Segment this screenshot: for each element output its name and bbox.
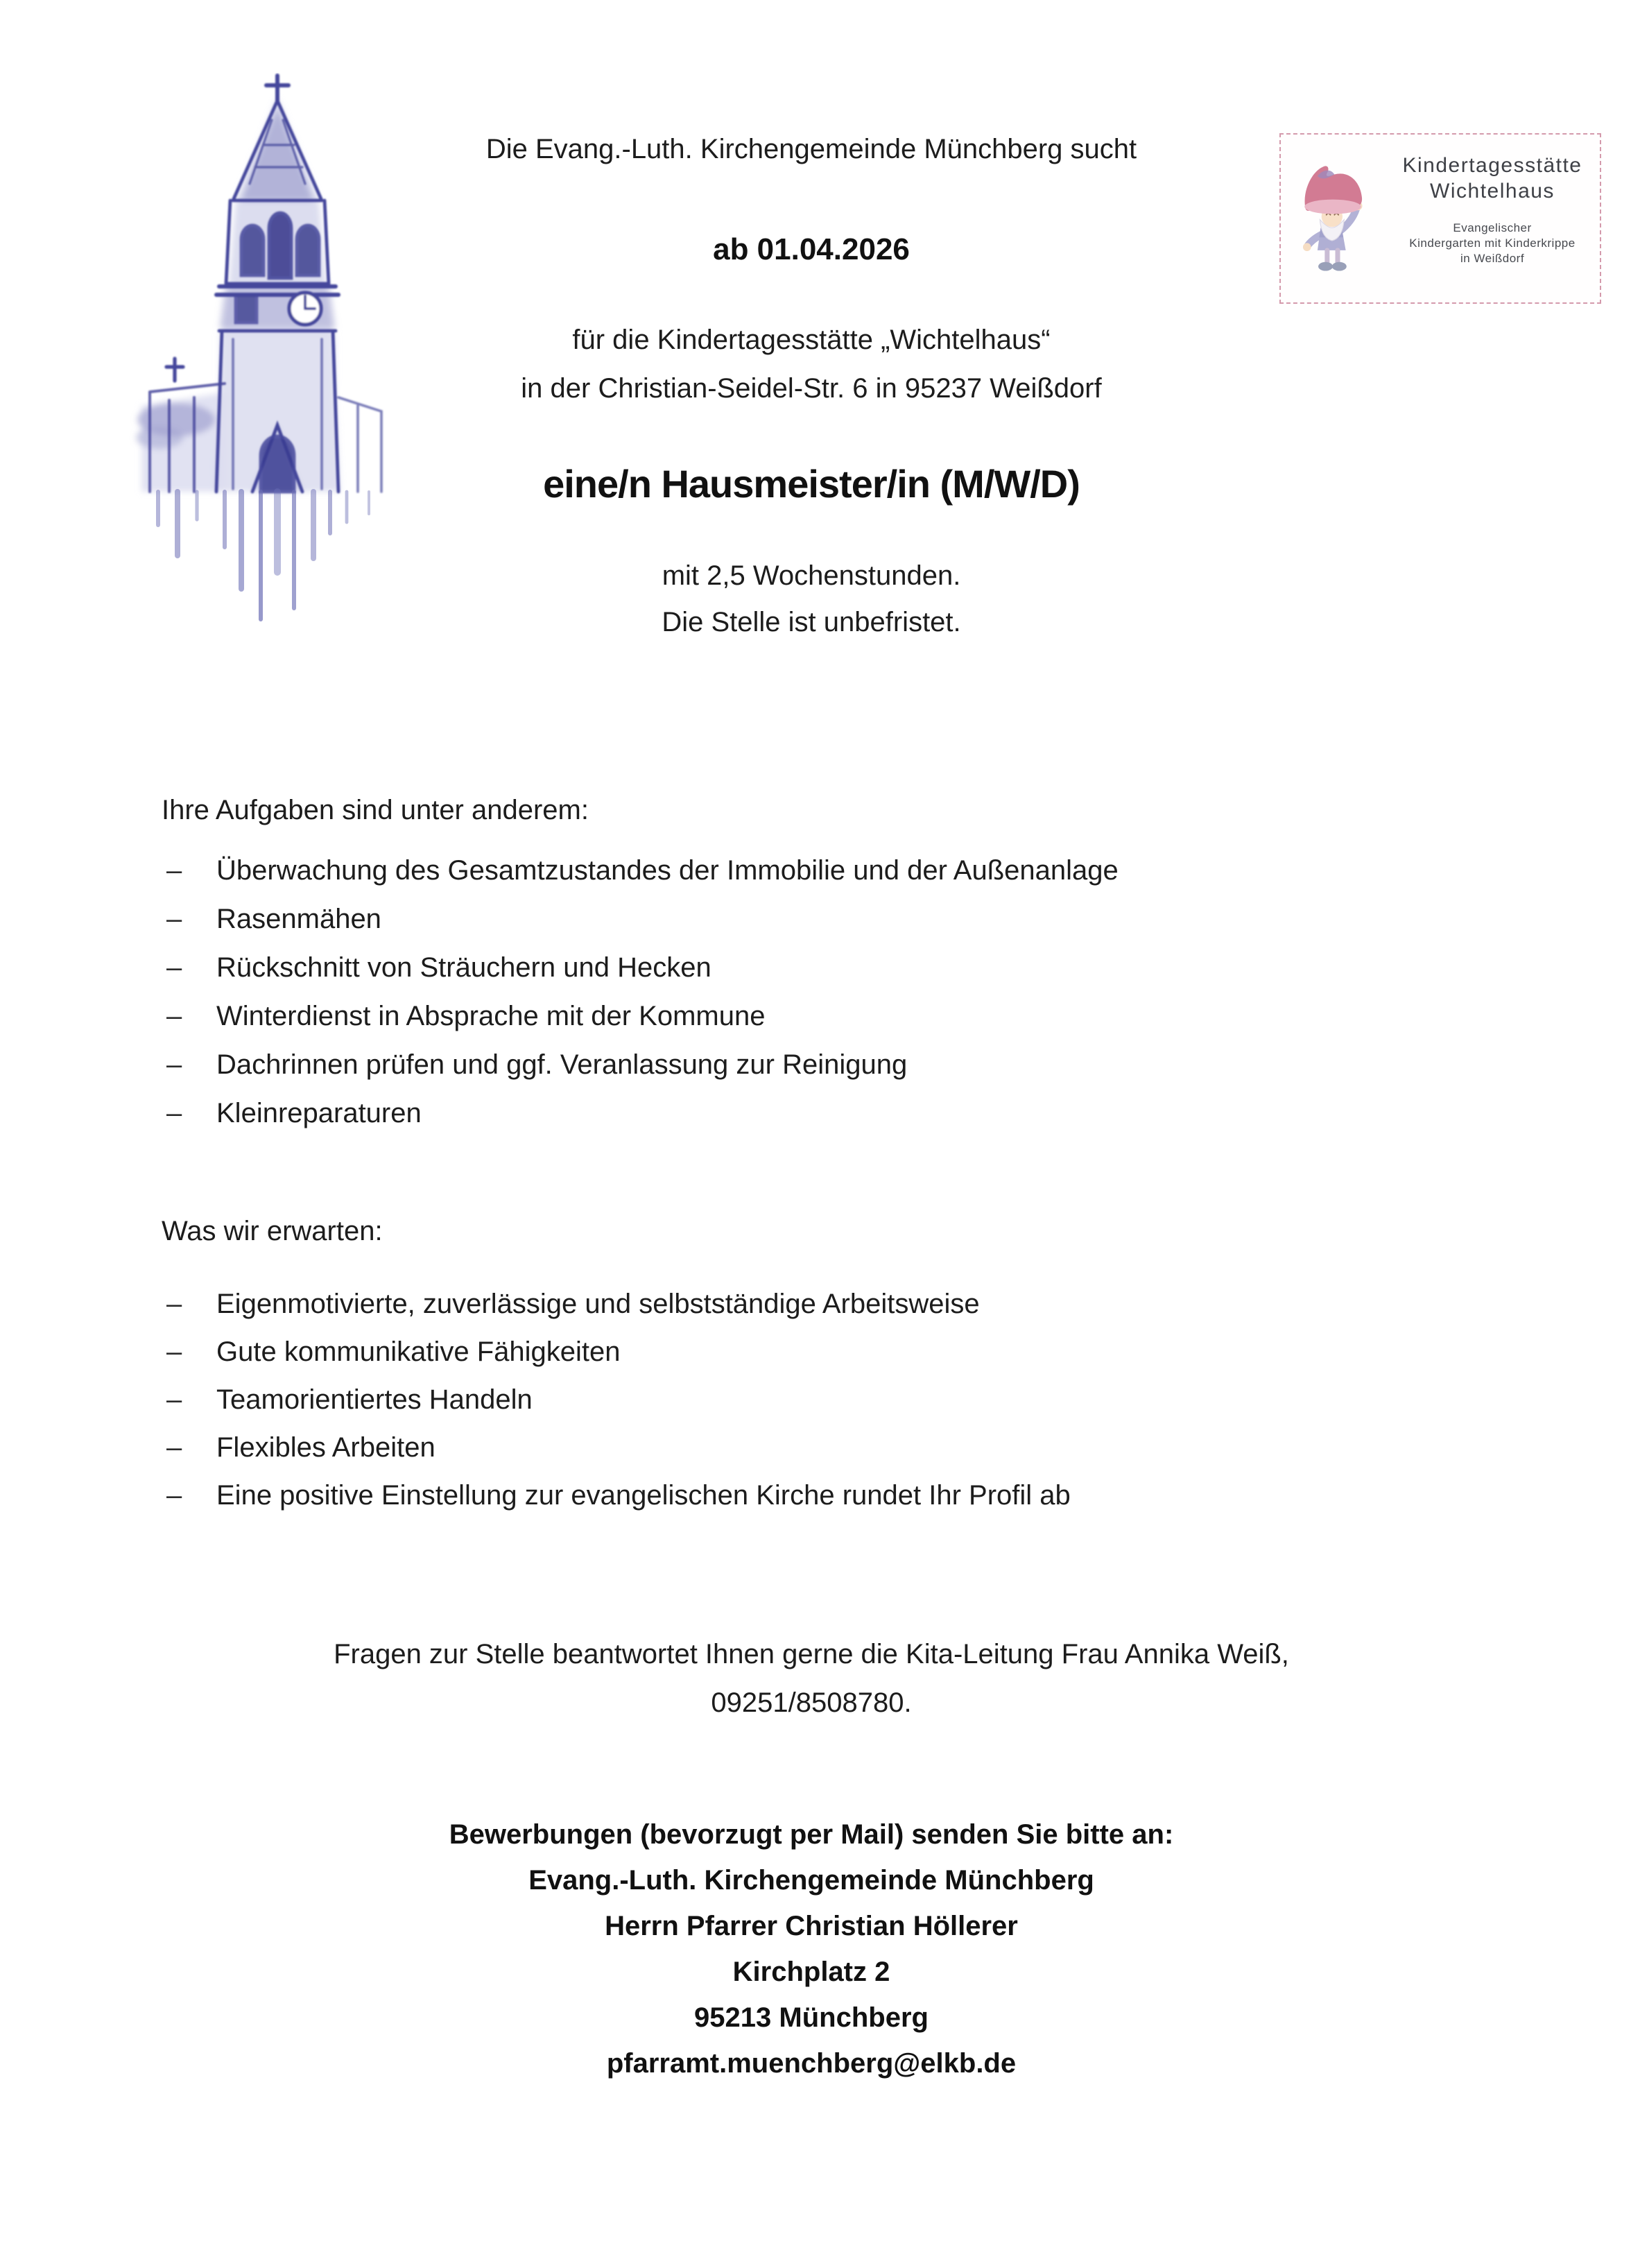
application-recipient: Herrn Pfarrer Christian Höllerer — [605, 1911, 1018, 1941]
contact-info-block — [291, 1630, 1331, 1727]
expectation-text: Eine positive Einstellung zur evangelischen Kirche rundet Ihr Profil ab — [216, 1480, 1071, 1511]
task-text: Überwachung des Gesamtzustandes der Immobilie und der Außenanlage — [216, 855, 1119, 886]
bullet-dash: – — [166, 1289, 182, 1319]
list-item — [166, 1051, 1119, 1079]
bullet-dash: – — [166, 1001, 182, 1031]
list-item — [166, 1481, 1071, 1509]
application-city: 95213 Münchberg — [694, 2002, 929, 2033]
expectation-text: Eigenmotivierte, zuverlässige und selbstständige Arbeitsweise — [216, 1289, 980, 1319]
list-item — [166, 1002, 1119, 1030]
expectation-text: Flexibles Arbeiten — [216, 1432, 435, 1463]
bullet-dash: – — [166, 952, 182, 983]
list-item — [166, 905, 1119, 933]
application-email: pfarramt.muenchberg@elkb.de — [606, 2048, 1017, 2079]
bullet-dash: – — [166, 855, 182, 886]
list-item — [166, 1290, 1071, 1318]
kita-logo-title-line1: Kindertagesstätte — [1402, 154, 1582, 177]
kita-address-line: in der Christian-Seidel-Str. 6 in 95237 Weißdorf — [521, 373, 1102, 404]
bullet-dash: – — [166, 1098, 182, 1128]
header-intro-line: Die Evang.-Luth. Kirchengemeinde Münchberg sucht — [485, 134, 1137, 164]
list-item — [166, 1434, 1071, 1461]
application-heading: Bewerbungen (bevorzugt per Mail) senden Sie bitte an: — [449, 1819, 1174, 1850]
bullet-dash: – — [166, 1337, 182, 1367]
kita-logo-text — [1385, 135, 1600, 302]
list-item — [166, 857, 1119, 884]
weekly-hours-line: mit 2,5 Wochenstunden. — [662, 560, 961, 591]
kita-logo-subtitle-line2: Kindergarten mit Kinderkrippe — [1409, 237, 1576, 250]
bullet-dash: – — [166, 1480, 182, 1511]
bullet-dash: – — [166, 1432, 182, 1463]
application-street: Kirchplatz 2 — [732, 1957, 890, 1987]
bullet-dash: – — [166, 904, 182, 934]
list-item — [166, 1338, 1071, 1366]
application-address-block — [291, 1812, 1331, 2086]
contact-phone: 09251/8508780. — [711, 1687, 912, 1718]
task-text: Rasenmähen — [216, 904, 381, 934]
task-text: Rückschnitt von Sträuchern und Hecken — [216, 952, 711, 983]
start-date-line: ab 01.04.2026 — [713, 232, 910, 266]
tasks-heading: Ihre Aufgaben sind unter anderem: — [162, 795, 589, 825]
bullet-dash: – — [166, 1384, 182, 1415]
kita-logo-title — [1403, 153, 1582, 204]
expectations-list — [166, 1290, 1071, 1529]
expectation-text: Teamorientiertes Handeln — [216, 1384, 533, 1415]
task-text: Kleinreparaturen — [216, 1098, 422, 1128]
list-item — [166, 954, 1119, 981]
kita-logo-title-line2: Wichtelhaus — [1430, 180, 1555, 203]
list-item — [166, 1099, 1119, 1127]
bullet-dash: – — [166, 1049, 182, 1080]
contract-term-line: Die Stelle ist unbefristet. — [662, 607, 961, 637]
kita-logo-subtitle-line1: Evangelischer — [1453, 221, 1532, 234]
task-text: Dachrinnen prüfen und ggf. Veranlassung zur Reinigung — [216, 1049, 908, 1080]
application-org: Evang.-Luth. Kirchengemeinde Münchberg — [528, 1865, 1094, 1896]
job-title: eine/n Hausmeister/in (M/W/D) — [543, 462, 1080, 506]
list-item — [166, 1386, 1071, 1414]
contact-question-line: Fragen zur Stelle beantwortet Ihnen gerne die Kita-Leitung Frau Annika Weiß, — [334, 1639, 1289, 1669]
kita-name-line: für die Kindertagesstätte „Wichtelhaus“ — [572, 325, 1051, 355]
kita-logo-subtitle — [1409, 221, 1575, 266]
task-text: Winterdienst in Absprache mit der Kommune — [216, 1001, 766, 1031]
kita-logo-subtitle-line3: in Weißdorf — [1460, 252, 1525, 265]
expectation-text: Gute kommunikative Fähigkeiten — [216, 1337, 621, 1367]
expectations-heading: Was wir erwarten: — [162, 1216, 383, 1246]
tasks-list — [166, 857, 1119, 1148]
